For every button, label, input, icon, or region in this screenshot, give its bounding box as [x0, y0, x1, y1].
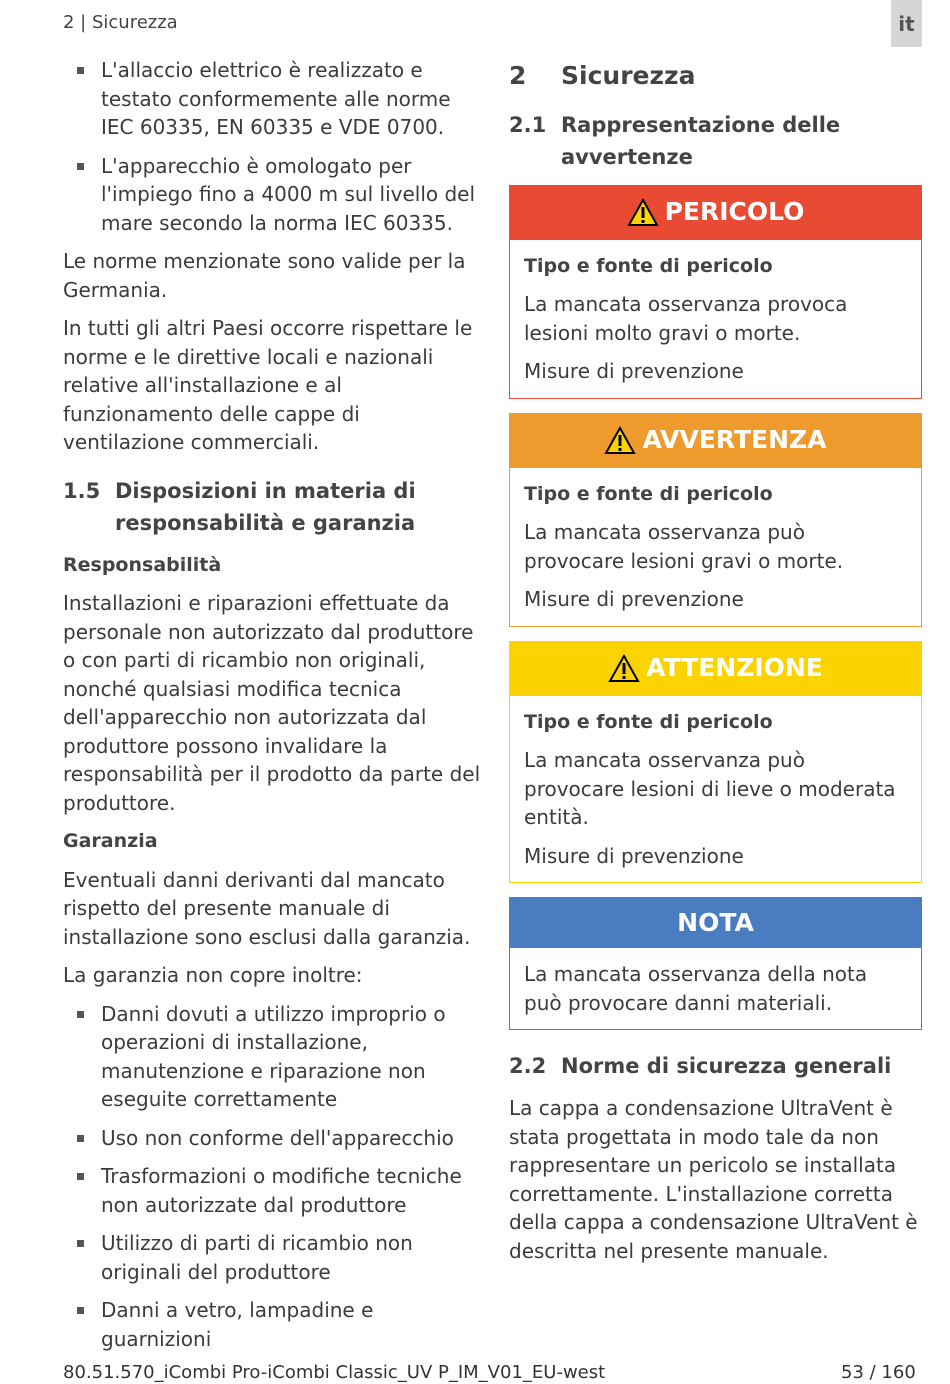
chapter-number: 2	[509, 61, 527, 90]
caution-label: ATTENZIONE	[646, 653, 823, 683]
chapter-title: Sicurezza	[561, 61, 696, 90]
hazard-type: Tipo e fonte di pericolo	[524, 710, 773, 733]
danger-box-header	[510, 186, 921, 240]
paragraph: Eventuali danni derivanti dal mancato rispetto del presente manuale di installazione sono esclusi dalla garanzia.	[63, 867, 471, 949]
section-title: Disposizioni in materia di responsabilità e garanzia	[115, 478, 416, 535]
hazard-type: Tipo e fonte di pericolo	[524, 254, 773, 277]
list-item: L'apparecchio è omologato per l'impiego fino a 4000 m sul livello del mare secondo la norma IEC 60335.	[63, 152, 483, 238]
section-title: Rappresentazione delle avvertenze	[561, 112, 841, 169]
danger-label: PERICOLO	[664, 197, 805, 227]
paragraph: Installazioni e riparazioni effettuate da personale non autorizzato dal produttore o con parti di ricambio non originali, nonché qualsiasi modifica tecnica dell'apparecchio non autorizzata dal produttore possono invalidare la responsabilità per il prodotto da parte del produttore.	[63, 591, 481, 815]
section-number: 2.1	[509, 112, 547, 137]
notice-box	[509, 897, 922, 1030]
caution-box-body	[510, 696, 921, 883]
paragraph: Le norme menzionate sono valide per la Germania.	[63, 249, 466, 302]
warning-box-body	[510, 468, 921, 626]
hazard-type: Tipo e fonte di pericolo	[524, 482, 773, 505]
right-column	[509, 56, 922, 1275]
hazard-consequence: La mancata osservanza può provocare lesioni gravi o morte.	[524, 520, 844, 573]
list-item: L'allaccio elettrico è realizzato e testato conformemente alle norme IEC 60335, EN 60335 e VDE 0700.	[63, 56, 483, 142]
notice-label: NOTA	[677, 907, 754, 937]
danger-box	[509, 185, 922, 399]
subheading-responsabilita: Responsabilità	[63, 553, 222, 576]
section-number: 2.2	[509, 1054, 547, 1078]
hazard-measures: Misure di prevenzione	[524, 843, 744, 868]
bullet-list-standards	[63, 56, 483, 237]
list-item: Uso non conforme dell'apparecchio	[63, 1124, 483, 1153]
subheading-garanzia: Garanzia	[63, 830, 158, 852]
warning-triangle-icon	[627, 198, 659, 227]
left-column	[63, 56, 483, 1363]
warning-box	[509, 413, 922, 627]
section-title: Norme di sicurezza generali	[561, 1054, 892, 1078]
footer-doc-id: 80.51.570_iCombi Pro-iCombi Classic_UV P_IM_V01_EU-west	[63, 1362, 606, 1383]
bullet-list-garanzia	[63, 1000, 483, 1354]
notice-text: La mancata osservanza della nota può provocare danni materiali.	[524, 962, 868, 1015]
caution-box	[509, 641, 922, 884]
danger-box-body	[510, 240, 921, 398]
warning-triangle-icon	[608, 654, 640, 683]
section-heading-1-5	[63, 475, 483, 539]
list-item: Danni dovuti a utilizzo improprio o operazioni di installazione, manutenzione e riparazione non eseguite correttamente	[63, 1000, 483, 1114]
section-heading-2-2	[509, 1050, 922, 1082]
hazard-measures: Misure di prevenzione	[524, 359, 744, 383]
hazard-consequence: La mancata osservanza provoca lesioni molto gravi o morte.	[524, 292, 848, 345]
notice-box-header	[510, 898, 921, 948]
warning-box-header	[510, 414, 921, 468]
page-number: 53 / 160	[841, 1362, 916, 1383]
running-header: 2 | Sicurezza	[63, 12, 178, 33]
section-heading-2-1	[509, 109, 922, 173]
notice-box-body	[510, 948, 921, 1029]
caution-box-header	[510, 642, 921, 696]
section-number: 1.5	[63, 478, 101, 503]
paragraph: La garanzia non copre inoltre:	[63, 963, 363, 987]
hazard-consequence: La mancata osservanza può provocare lesioni di lieve o moderata entità.	[524, 748, 896, 829]
paragraph: In tutti gli altri Paesi occorre rispettare le norme e le direttive locali e nazionali relative all'installazione e al funzionamento delle cappe di ventilazione commerciali.	[63, 316, 473, 454]
warning-label: AVVERTENZA	[642, 425, 827, 455]
list-item: Utilizzo di parti di ricambio non originali del produttore	[63, 1229, 483, 1286]
hazard-measures: Misure di prevenzione	[524, 587, 744, 611]
list-item: Trasformazioni o modifiche tecniche non autorizzate dal produttore	[63, 1162, 483, 1219]
list-item: Danni a vetro, lampadine e guarnizioni	[63, 1296, 483, 1353]
language-tab: it	[891, 0, 922, 47]
chapter-heading	[509, 62, 922, 91]
warning-triangle-icon	[604, 426, 636, 455]
paragraph: La cappa a condensazione UltraVent è stata progettata in modo tale da non rappresentare un pericolo se installata correttamente. L'installazione corretta della cappa a condensazione UltraVent è descritta nel presente manuale.	[509, 1096, 918, 1263]
